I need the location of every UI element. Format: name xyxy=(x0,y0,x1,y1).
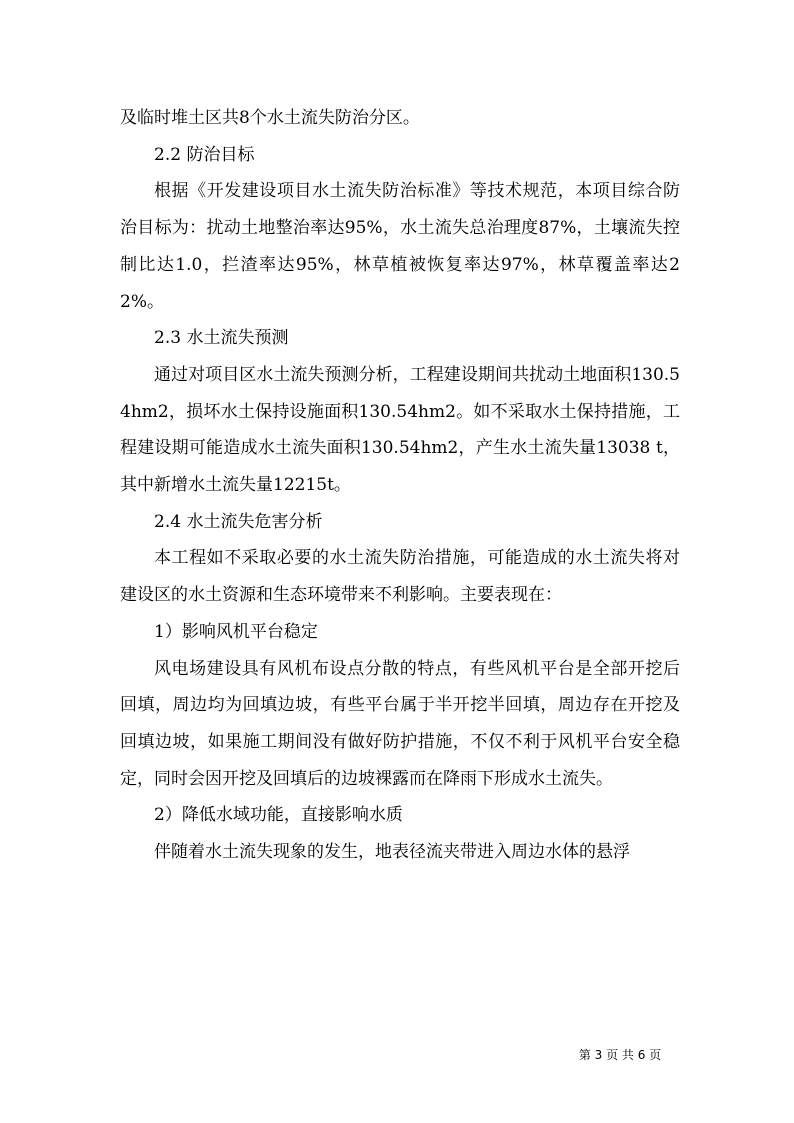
paragraph-erosion-prediction: 通过对项目区水土流失预测分析，工程建设期间共扰动土地面积130.54hm2，损坏水土保持设施面积130.54hm2。如不采取水土保持措施，工程建设期可能造成水土流失面积130.54hm2，产生水土流失量13038 t，其中新增水土流失量12215t。 xyxy=(120,364,680,496)
subheading-item-2: 2）降低水域功能，直接影响水质 xyxy=(154,805,403,826)
section-heading-2-2: 2.2 防治目标 xyxy=(154,144,255,165)
paragraph-continuation: 及临时堆土区共8个水土流失防治分区。 xyxy=(120,108,420,128)
section-heading-2-4: 2.4 水土流失危害分析 xyxy=(154,511,323,532)
section-heading-2-3: 2.3 水土流失预测 xyxy=(154,328,289,349)
subheading-item-1: 1）影响风机平台稳定 xyxy=(154,621,318,642)
page-number-footer: 第 3 页 共 6 页 xyxy=(578,1048,662,1062)
paragraph-hazard-intro: 本工程如不采取必要的水土流失防治措施，可能造成的水土流失将对建设区的水土资源和生态环境带来不利影响。主要表现在： xyxy=(120,548,680,606)
document-body xyxy=(120,100,680,871)
paragraph-water-quality: 伴随着水土流失现象的发生，地表径流夹带进入周边水体的悬浮 xyxy=(154,842,630,863)
paragraph-platform-stability: 风电场建设具有风机布设点分散的特点，有些风机平台是全部开挖后回填，周边均为回填边坡，有些平台属于半开挖半回填，周边存在开挖及回填边坡，如果施工期间没有做好防护措施，不仅不利于风机平台安全稳定，同时会因开挖及回填后的边坡裸露而在降雨下形成水土流失。 xyxy=(120,658,680,789)
paragraph-prevention-goals: 根据《开发建设项目水土流失防治标准》等技术规范，本项目综合防治目标为：扰动土地整治率达95%，水土流失总治理度87%，土壤流失控制比达1.0，拦渣率达95%，林草植被恢复率达97%，林草覆盖率达22%。 xyxy=(120,181,680,312)
